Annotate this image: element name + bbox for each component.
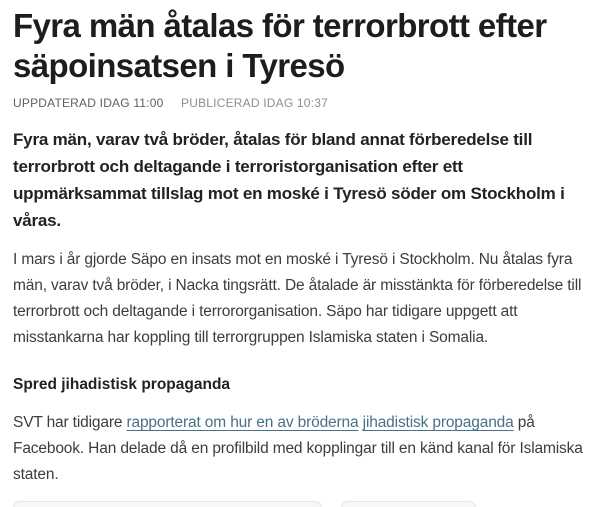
link-paragraph-after: på Facebook. Han delade då en profilbild med kopplingar till en känd kanal för Islamiska staten. — [13, 414, 583, 483]
article-subheading: Spred jihadistisk propaganda — [13, 376, 231, 393]
link-paragraph-before: SVT har tidigare — [13, 414, 127, 431]
article-lead-paragraph: Fyra män, varav två bröder, åtalas för bland annat förberedelse till terrorbrott och deltagande i terroristorganisation efter ett uppmärksammat tillslag mot en moské i Tyresö söder om Stockholm i våras. — [13, 130, 565, 230]
published-timestamp: PUBLICERAD IDAG 10:37 — [181, 96, 328, 110]
article-headline: Fyra män åtalas för terrorbrott efter säpoinsatsen i Tyresö — [13, 7, 547, 84]
article-link-paragraph — [13, 410, 586, 488]
article-meta — [13, 96, 586, 110]
related-article-link[interactable]: rapporterat om hur en av bröderna — [126, 414, 359, 431]
content-card-peek-right[interactable] — [341, 501, 476, 507]
article-body-paragraph: I mars i år gjorde Säpo en insats mot en moské i Tyresö i Stockholm. Nu åtalas fyra män, varav två bröder, i Nacka tingsrätt. De åtalade är misstänkta för förberedelse till terrorbrott och deltagande i terrororganisation. Säpo har tidigare uppgett att misstankarna har koppling till terrorgruppen Islamiska staten i Somalia. — [13, 251, 582, 346]
updated-timestamp: UPPDATERAD IDAG 11:00 — [13, 96, 164, 110]
content-card-peek-left[interactable] — [13, 501, 322, 507]
jihadist-propaganda-link[interactable]: jihadistisk propaganda — [362, 414, 514, 431]
